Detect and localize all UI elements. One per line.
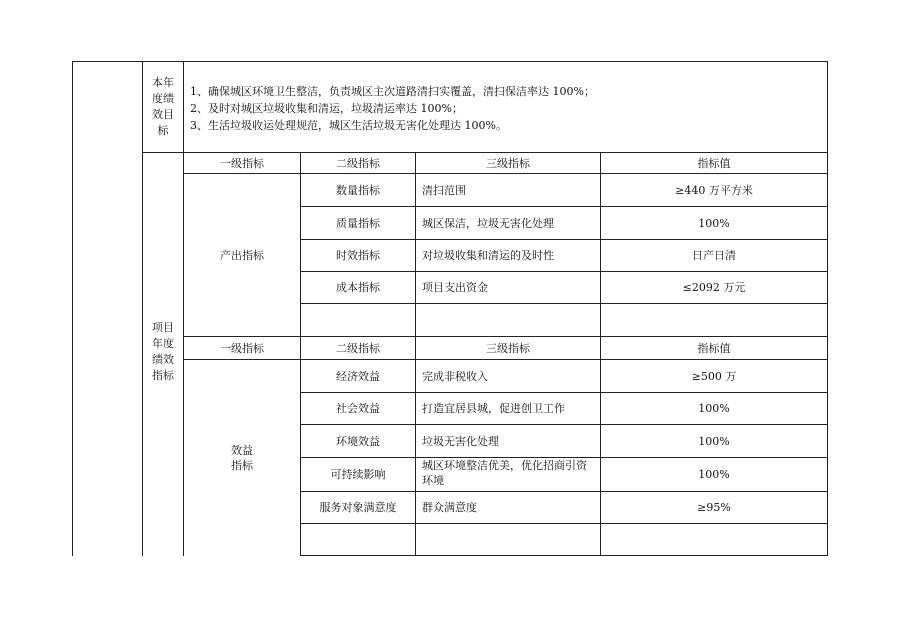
- benefit-row-1-level2: 经济效益: [336, 369, 380, 383]
- benefit-row-1-value: ≥500 万: [691, 369, 737, 383]
- output-row-3-level3: 对垃圾收集和清运的及时性: [422, 249, 554, 262]
- benefit-row-3-value: 100%: [698, 434, 730, 448]
- output-row-1-level2: 数量指标: [336, 183, 380, 197]
- benefit-row-2-value: 100%: [698, 402, 730, 415]
- output-row-3-level2: 时效指标: [336, 249, 380, 262]
- output-row-2-level3: 城区保洁，垃圾无害化处理: [422, 216, 554, 230]
- benefit-row-2-level3: 打造宜居县城，促进创卫工作: [422, 402, 565, 415]
- benefit-row-5-value: ≥95%: [697, 501, 731, 514]
- header-level1: 一级指标: [220, 156, 264, 170]
- benefit-row-1-level3: 完成非税收入: [422, 369, 488, 383]
- header-level2: 二级指标: [336, 156, 380, 170]
- output-row-3-value: 日产日清: [692, 249, 736, 262]
- header-level3: 三级指标: [486, 156, 530, 170]
- header-value: 指标值: [697, 156, 731, 170]
- output-row-2-value: 100%: [698, 216, 730, 230]
- header2-level2: 二级指标: [336, 341, 380, 355]
- indicator-section-label: 项目 年度 绩效 指标: [152, 321, 174, 382]
- benefit-row-3-level2: 环境效益: [336, 434, 380, 448]
- header2-level1: 一级指标: [220, 341, 264, 355]
- goal-list: [190, 83, 820, 134]
- benefit-row-4-value: 100%: [698, 468, 730, 481]
- goal-item: 3、生活垃圾收运处理规范，城区生活垃圾无害化处理达 100%。: [190, 119, 507, 132]
- header2-value: 指标值: [697, 341, 731, 355]
- goal-item: 1、确保城区环境卫生整洁，负责城区主次道路清扫实覆盖，清扫保洁率达 100%；: [190, 85, 595, 98]
- output-row-4-level2: 成本指标: [336, 281, 380, 294]
- benefit-row-2-level2: 社会效益: [336, 402, 380, 415]
- output-row-2-level2: 质量指标: [336, 216, 380, 230]
- output-row-4-value: ≤2092 万元: [682, 281, 746, 294]
- benefit-row-3-level3: 垃圾无害化处理: [422, 434, 499, 448]
- goal-section-label: 本年 度绩 效目 标: [152, 76, 174, 137]
- benefit-row-4-level3: 城区环境整洁优美，优化招商引资 环境: [422, 459, 587, 487]
- header2-level3: 三级指标: [486, 341, 530, 355]
- output-row-4-level3: 项目支出资金: [422, 281, 488, 294]
- output-row-1-value: ≥440 万平方米: [675, 183, 753, 197]
- benefit-row-4-level2: 可持续影响: [330, 468, 386, 481]
- benefit-row-5-level3: 群众满意度: [422, 501, 477, 514]
- benefit-row-5-level2: 服务对象满意度: [319, 501, 397, 514]
- output-level1: 产出指标: [220, 248, 264, 262]
- output-row-1-level3: 清扫范围: [422, 183, 466, 197]
- benefit-level1: 效益 指标: [231, 444, 253, 472]
- goal-item: 2、及时对城区垃圾收集和清运，垃圾清运率达 100%；: [190, 102, 463, 115]
